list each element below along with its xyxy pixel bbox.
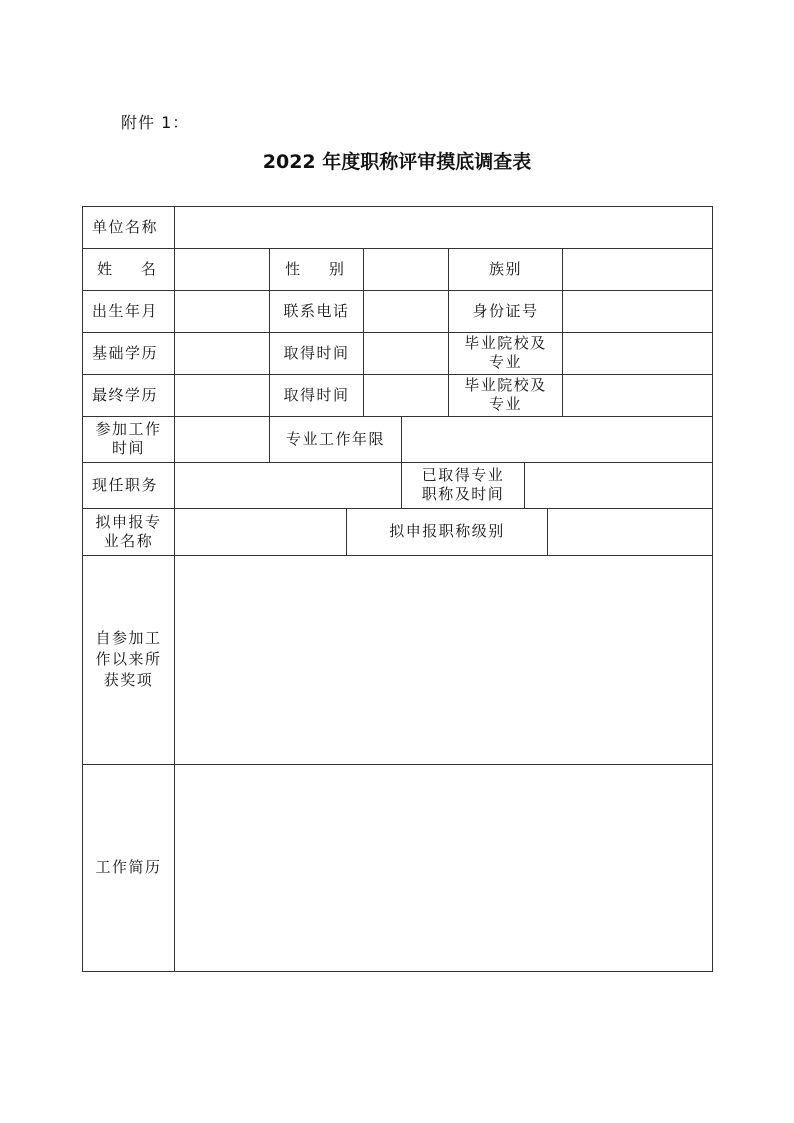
- final-school-major-field[interactable]: [563, 374, 712, 416]
- label-name: 姓 名: [97, 259, 168, 278]
- label-gender: 性 别: [285, 259, 356, 278]
- label-basic-obtained-time: 取得时间: [283, 343, 350, 362]
- label-basic-education: 基础学历: [92, 343, 159, 362]
- phone-field[interactable]: [364, 290, 448, 332]
- label-id-number: 身份证号: [472, 301, 539, 320]
- label-apply-title-level: 拟申报职称级别: [389, 522, 505, 540]
- label-obtained-title-time: 已取得专业 职称及时间: [421, 466, 505, 503]
- label-phone: 联系电话: [283, 301, 350, 320]
- basic-school-major-field[interactable]: [563, 332, 712, 374]
- obtained-title-time-field[interactable]: [525, 462, 712, 508]
- apply-major-name-field[interactable]: [175, 508, 346, 555]
- current-position-field[interactable]: [175, 462, 401, 508]
- label-work-start-time: 参加工作 时间: [95, 420, 162, 457]
- attachment-label: 附件 1：: [121, 113, 190, 132]
- label-apply-major-name: 拟申报专 业名称: [95, 512, 162, 550]
- label-awards: 自参加工 作以来所 获奖项: [95, 629, 162, 689]
- final-obtained-time-field[interactable]: [364, 374, 448, 416]
- basic-obtained-time-field[interactable]: [364, 332, 448, 374]
- label-work-history: 工作简历: [95, 858, 162, 876]
- label-professional-years: 专业工作年限: [285, 429, 385, 448]
- label-ethnicity: 族别: [488, 259, 522, 278]
- awards-field[interactable]: [175, 555, 712, 764]
- work-history-field[interactable]: [175, 764, 712, 971]
- label-final-education: 最终学历: [92, 385, 159, 404]
- work-start-time-field[interactable]: [175, 416, 269, 462]
- birth-date-field[interactable]: [175, 290, 269, 332]
- survey-form-table: [82, 206, 713, 972]
- label-current-position: 现任职务: [92, 475, 159, 494]
- label-final-obtained-time: 取得时间: [283, 385, 350, 404]
- apply-title-level-field[interactable]: [548, 508, 712, 555]
- gender-field[interactable]: [364, 248, 448, 290]
- name-field[interactable]: [175, 248, 269, 290]
- unit-name-field[interactable]: [175, 207, 712, 248]
- label-unit-name: 单位名称: [92, 218, 159, 236]
- ethnicity-field[interactable]: [563, 248, 712, 290]
- label-final-school-major: 毕业院校及 专业: [464, 376, 547, 413]
- id-number-field[interactable]: [563, 290, 712, 332]
- label-birth-date: 出生年月: [92, 301, 159, 320]
- basic-education-field[interactable]: [175, 332, 269, 374]
- final-education-field[interactable]: [175, 374, 269, 416]
- professional-years-field[interactable]: [402, 416, 712, 462]
- label-basic-school-major: 毕业院校及 专业: [464, 334, 547, 371]
- page-title: 2022 年度职称评审摸底调查表: [262, 151, 532, 173]
